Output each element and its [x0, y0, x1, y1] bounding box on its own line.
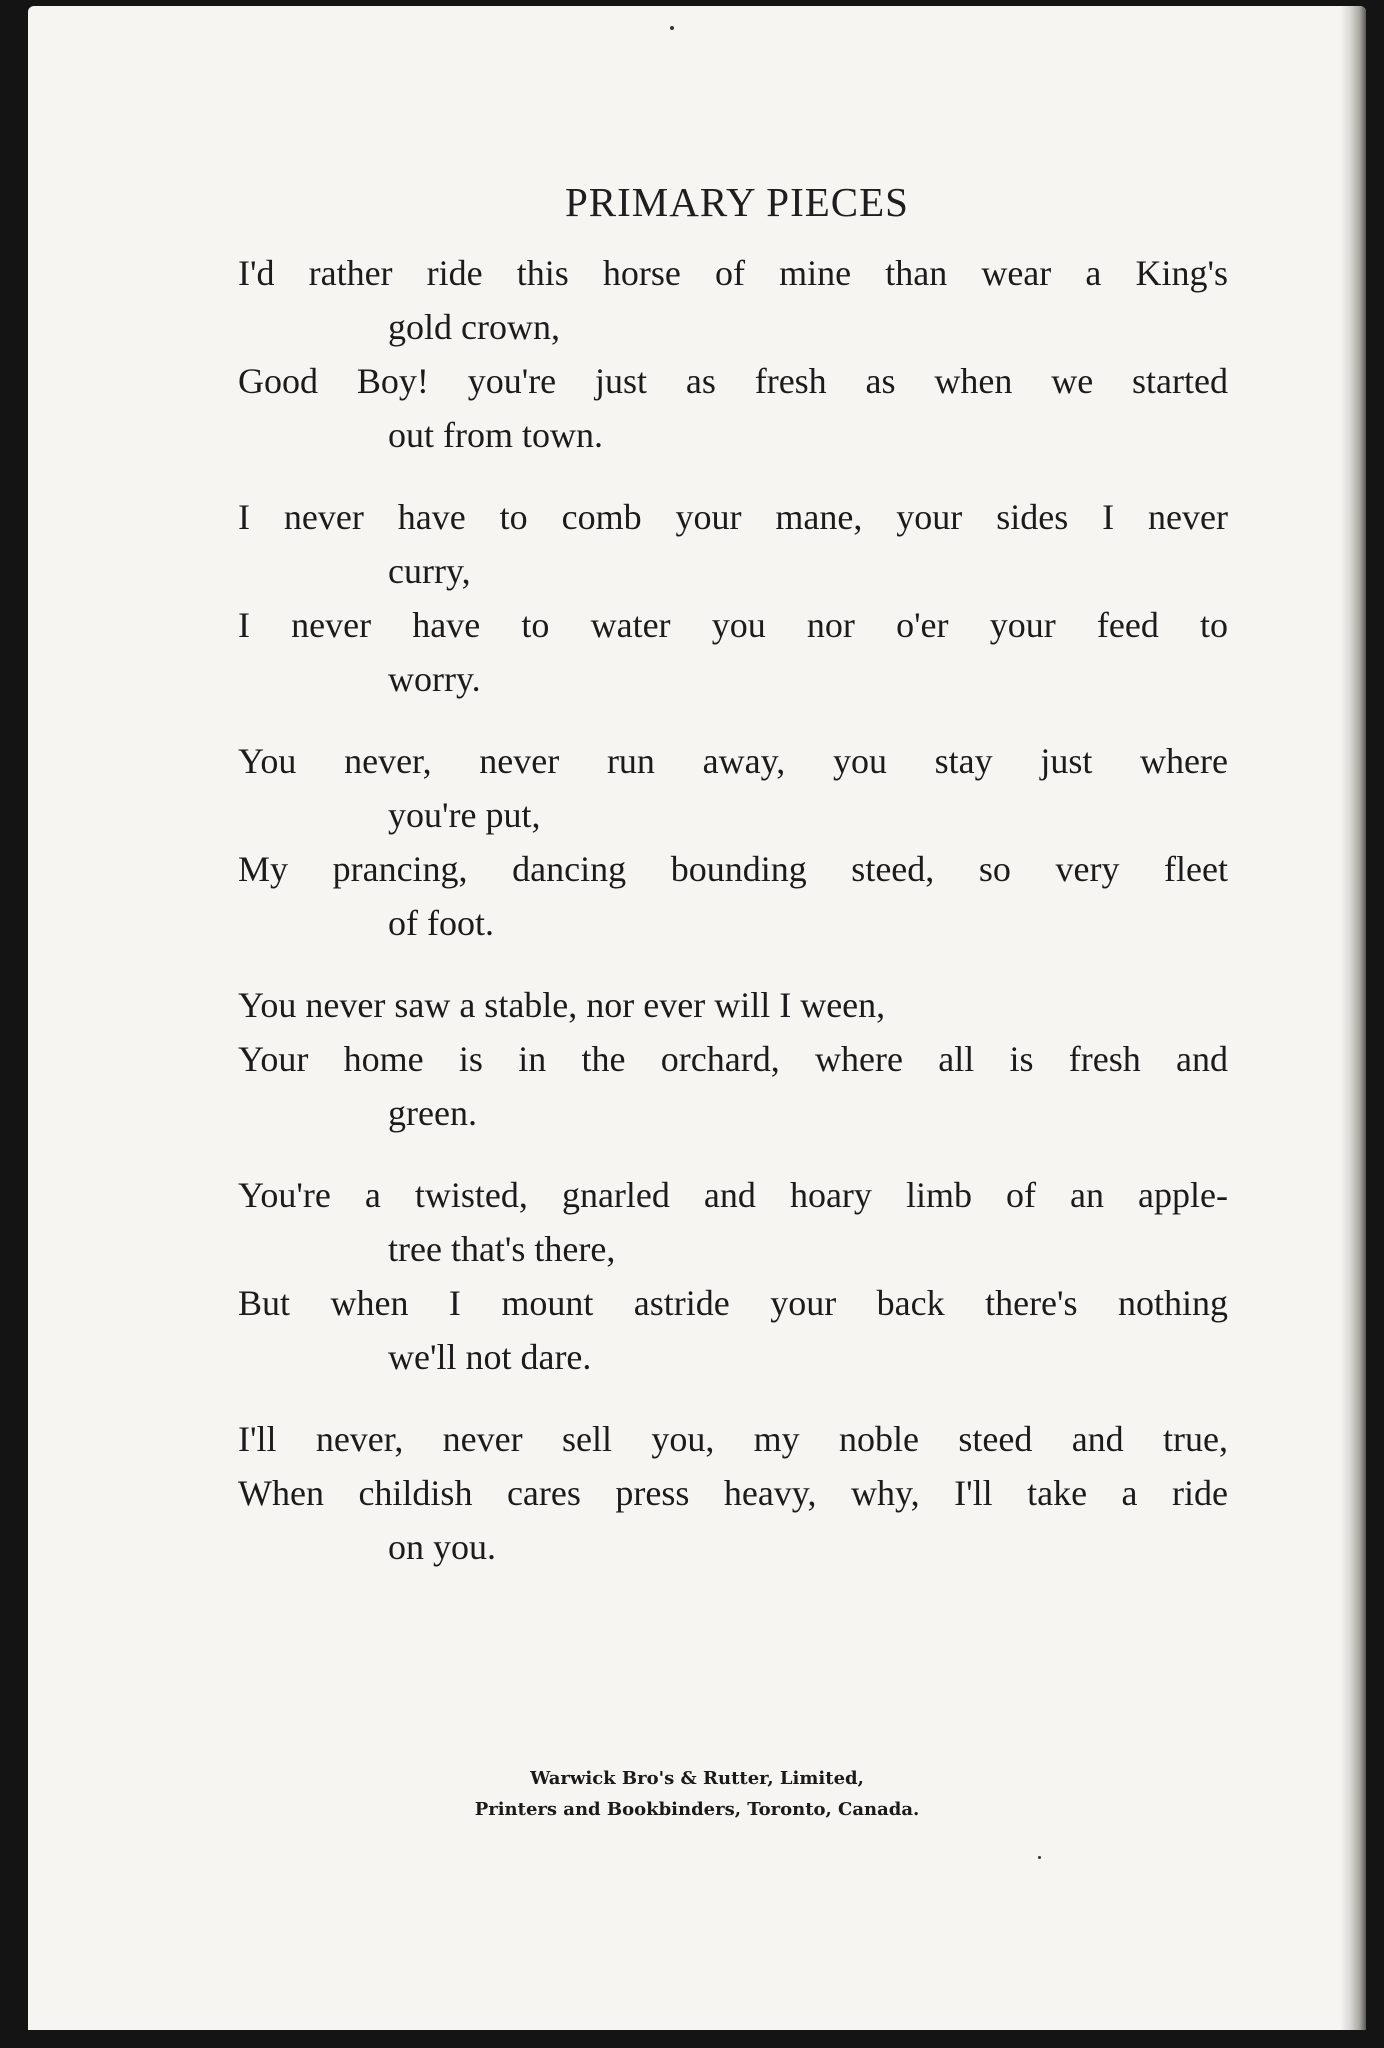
- line-continuation: gold crown,: [388, 307, 560, 347]
- line-continuation: tree that's there,: [388, 1229, 616, 1269]
- printer-imprint: [28, 1763, 1366, 1825]
- poem-line: [238, 354, 1228, 462]
- line-text: You never saw a stable, nor ever will I ween,: [238, 985, 886, 1025]
- poem-line: [238, 246, 1228, 354]
- line-continuation: green.: [388, 1093, 477, 1133]
- line-text: My prancing, dancing bounding steed, so very fleet: [238, 849, 1228, 889]
- poem-line: [238, 978, 1228, 1032]
- book-page: [28, 6, 1366, 2030]
- stanza-4: [238, 978, 1228, 1140]
- imprint-line-2: Printers and Bookbinders, Toronto, Canada.: [474, 1799, 920, 1820]
- line-text: Your home is in the orchard, where all is fresh and: [238, 1039, 1228, 1079]
- poem-line: [238, 1276, 1228, 1384]
- stanza-1: [238, 246, 1228, 462]
- page-title: PRIMARY PIECES: [565, 179, 909, 225]
- line-text: When childish cares press heavy, why, I'll take a ride: [238, 1473, 1228, 1513]
- line-continuation: worry.: [388, 659, 481, 699]
- print-speck: [670, 26, 674, 30]
- poem-line: [238, 842, 1228, 950]
- line-text: Good Boy! you're just as fresh as when we started: [238, 361, 1228, 401]
- stanza-2: [238, 490, 1228, 706]
- line-text: I'll never, never sell you, my noble steed and true,: [238, 1419, 1228, 1459]
- line-text: You're a twisted, gnarled and hoary limb of an apple-: [238, 1175, 1228, 1215]
- line-continuation: we'll not dare.: [388, 1337, 592, 1377]
- print-speck: [1038, 1856, 1041, 1859]
- line-text: But when I mount astride your back there's nothing: [238, 1283, 1228, 1323]
- poem-line: [238, 1466, 1228, 1574]
- line-continuation: curry,: [388, 551, 471, 591]
- poem: [238, 246, 1228, 1602]
- line-continuation: of foot.: [388, 903, 494, 943]
- line-text: I never have to water you nor o'er your feed to: [238, 605, 1228, 645]
- poem-line: [238, 1032, 1228, 1140]
- imprint-line-1: Warwick Bro's & Rutter, Limited,: [530, 1768, 864, 1789]
- poem-line: [238, 1168, 1228, 1276]
- page-edge: [1340, 6, 1366, 2030]
- poem-line: [238, 734, 1228, 842]
- poem-line: [238, 598, 1228, 706]
- stanza-5: [238, 1168, 1228, 1384]
- stanza-3: [238, 734, 1228, 950]
- line-text: I'd rather ride this horse of mine than wear a King's: [238, 253, 1228, 293]
- line-text: You never, never run away, you stay just where: [238, 741, 1228, 781]
- poem-line: [238, 490, 1228, 598]
- poem-line: [238, 1412, 1228, 1466]
- line-continuation: you're put,: [388, 795, 541, 835]
- line-continuation: on you.: [388, 1527, 496, 1567]
- line-text: I never have to comb your mane, your sides I never: [238, 497, 1228, 537]
- stanza-6: [238, 1412, 1228, 1574]
- line-continuation: out from town.: [388, 415, 603, 455]
